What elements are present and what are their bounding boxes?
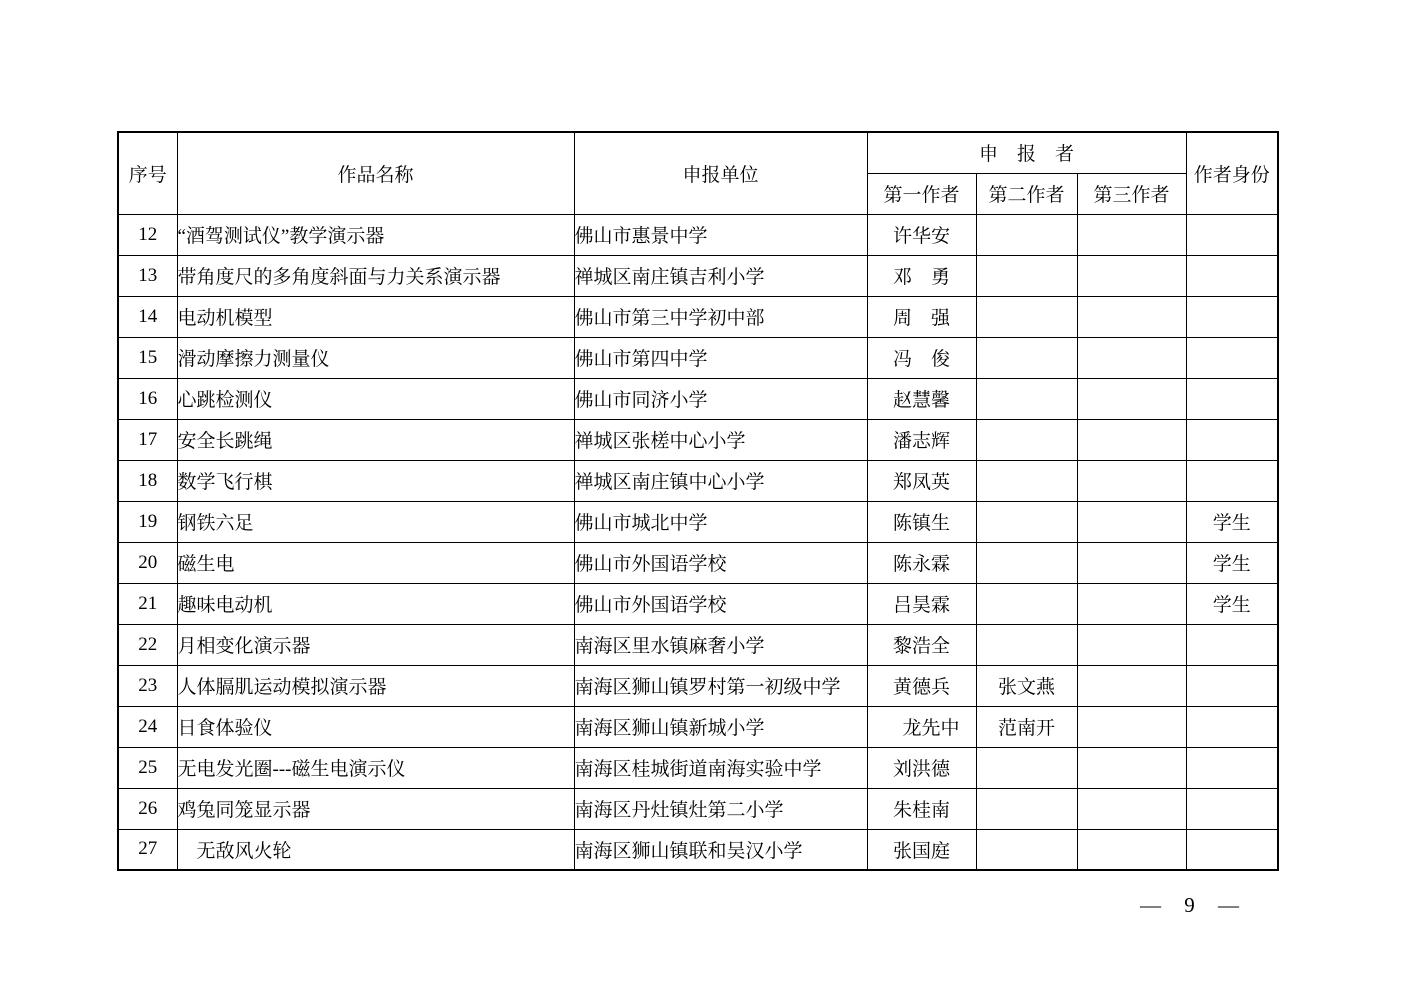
first-author: 潘志辉 xyxy=(867,419,976,460)
unit-name: 佛山市第三中学初中部 xyxy=(574,296,867,337)
first-author: 郑凤英 xyxy=(867,460,976,501)
table-row xyxy=(118,460,1278,501)
first-author: 陈永霖 xyxy=(867,542,976,583)
unit-name: 南海区桂城街道南海实验中学 xyxy=(574,747,867,788)
author-identity: 学生 xyxy=(1186,542,1278,583)
third-author xyxy=(1077,296,1186,337)
third-author xyxy=(1077,255,1186,296)
row-index: 12 xyxy=(118,214,177,255)
row-index: 18 xyxy=(118,460,177,501)
unit-name: 佛山市第四中学 xyxy=(574,337,867,378)
first-author: 周 强 xyxy=(867,296,976,337)
second-author xyxy=(976,747,1077,788)
author-identity xyxy=(1186,419,1278,460)
first-author: 张国庭 xyxy=(867,829,976,870)
row-index: 25 xyxy=(118,747,177,788)
unit-name: 南海区狮山镇罗村第一初级中学 xyxy=(574,665,867,706)
unit-name: 南海区里水镇麻奢小学 xyxy=(574,624,867,665)
second-author xyxy=(976,501,1077,542)
third-author xyxy=(1077,542,1186,583)
header-work-name: 作品名称 xyxy=(177,132,574,214)
second-author xyxy=(976,788,1077,829)
first-author: 邓 勇 xyxy=(867,255,976,296)
second-author xyxy=(976,337,1077,378)
unit-name: 禅城区南庄镇中心小学 xyxy=(574,460,867,501)
first-author: 吕昊霖 xyxy=(867,583,976,624)
second-author xyxy=(976,829,1077,870)
author-identity xyxy=(1186,624,1278,665)
row-index: 15 xyxy=(118,337,177,378)
author-identity xyxy=(1186,706,1278,747)
page-number: — 9 — xyxy=(1140,893,1248,917)
work-name: 无电发光圈---磁生电演示仪 xyxy=(177,747,574,788)
third-author xyxy=(1077,501,1186,542)
first-author: 黎浩全 xyxy=(867,624,976,665)
author-identity xyxy=(1186,255,1278,296)
author-identity xyxy=(1186,829,1278,870)
table-row xyxy=(118,255,1278,296)
first-author: 黄德兵 xyxy=(867,665,976,706)
row-index: 19 xyxy=(118,501,177,542)
first-author: 许华安 xyxy=(867,214,976,255)
header-second-author: 第二作者 xyxy=(976,173,1077,214)
second-author xyxy=(976,624,1077,665)
table-row xyxy=(118,296,1278,337)
unit-name: 佛山市惠景中学 xyxy=(574,214,867,255)
second-author xyxy=(976,583,1077,624)
author-identity xyxy=(1186,460,1278,501)
header-first-author: 第一作者 xyxy=(867,173,976,214)
header-applicants: 申 报 者 xyxy=(867,132,1186,173)
unit-name: 佛山市同济小学 xyxy=(574,378,867,419)
first-author: 冯 俊 xyxy=(867,337,976,378)
third-author xyxy=(1077,214,1186,255)
work-name: 安全长跳绳 xyxy=(177,419,574,460)
first-author: 赵慧馨 xyxy=(867,378,976,419)
first-author: 龙先中 xyxy=(867,706,976,747)
author-identity xyxy=(1186,296,1278,337)
second-author xyxy=(976,542,1077,583)
unit-name: 佛山市外国语学校 xyxy=(574,583,867,624)
work-name: 心跳检测仪 xyxy=(177,378,574,419)
author-identity xyxy=(1186,788,1278,829)
work-name: “酒驾测试仪”教学演示器 xyxy=(177,214,574,255)
table-row xyxy=(118,214,1278,255)
second-author xyxy=(976,378,1077,419)
second-author xyxy=(976,255,1077,296)
table-row xyxy=(118,665,1278,706)
work-name: 带角度尺的多角度斜面与力关系演示器 xyxy=(177,255,574,296)
first-author: 陈镇生 xyxy=(867,501,976,542)
second-author: 范南开 xyxy=(976,706,1077,747)
work-name: 钢铁六足 xyxy=(177,501,574,542)
author-identity: 学生 xyxy=(1186,583,1278,624)
row-index: 22 xyxy=(118,624,177,665)
author-identity xyxy=(1186,214,1278,255)
third-author xyxy=(1077,378,1186,419)
row-index: 16 xyxy=(118,378,177,419)
work-name: 趣味电动机 xyxy=(177,583,574,624)
table-row xyxy=(118,747,1278,788)
second-author xyxy=(976,460,1077,501)
work-name: 数学飞行棋 xyxy=(177,460,574,501)
second-author: 张文燕 xyxy=(976,665,1077,706)
table-row xyxy=(118,419,1278,460)
author-identity: 学生 xyxy=(1186,501,1278,542)
work-name: 月相变化演示器 xyxy=(177,624,574,665)
row-index: 13 xyxy=(118,255,177,296)
unit-name: 佛山市外国语学校 xyxy=(574,542,867,583)
author-identity xyxy=(1186,747,1278,788)
work-name: 磁生电 xyxy=(177,542,574,583)
work-name: 鸡兔同笼显示器 xyxy=(177,788,574,829)
table-row xyxy=(118,542,1278,583)
unit-name: 南海区狮山镇联和吴汉小学 xyxy=(574,829,867,870)
row-index: 20 xyxy=(118,542,177,583)
work-name: 人体膈肌运动模拟演示器 xyxy=(177,665,574,706)
table-row xyxy=(118,706,1278,747)
second-author xyxy=(976,214,1077,255)
header-third-author: 第三作者 xyxy=(1077,173,1186,214)
work-name: 电动机模型 xyxy=(177,296,574,337)
row-index: 27 xyxy=(118,829,177,870)
table-row xyxy=(118,788,1278,829)
row-index: 17 xyxy=(118,419,177,460)
row-index: 21 xyxy=(118,583,177,624)
work-name: 滑动摩擦力测量仪 xyxy=(177,337,574,378)
third-author xyxy=(1077,583,1186,624)
third-author xyxy=(1077,788,1186,829)
table-row xyxy=(118,501,1278,542)
author-identity xyxy=(1186,665,1278,706)
table-row xyxy=(118,337,1278,378)
unit-name: 南海区狮山镇新城小学 xyxy=(574,706,867,747)
third-author xyxy=(1077,747,1186,788)
table-body xyxy=(118,214,1278,870)
second-author xyxy=(976,296,1077,337)
third-author xyxy=(1077,460,1186,501)
table-row xyxy=(118,378,1278,419)
row-index: 23 xyxy=(118,665,177,706)
work-name: 日食体验仪 xyxy=(177,706,574,747)
third-author xyxy=(1077,419,1186,460)
header-author-identity: 作者身份 xyxy=(1186,132,1278,214)
row-index: 14 xyxy=(118,296,177,337)
table-header xyxy=(118,132,1278,214)
third-author xyxy=(1077,624,1186,665)
row-index: 24 xyxy=(118,706,177,747)
first-author: 朱桂南 xyxy=(867,788,976,829)
unit-name: 南海区丹灶镇灶第二小学 xyxy=(574,788,867,829)
table-row xyxy=(118,583,1278,624)
unit-name: 佛山市城北中学 xyxy=(574,501,867,542)
work-name: 无敌风火轮 xyxy=(177,829,574,870)
second-author xyxy=(976,419,1077,460)
first-author: 刘洪德 xyxy=(867,747,976,788)
row-index: 26 xyxy=(118,788,177,829)
third-author xyxy=(1077,706,1186,747)
third-author xyxy=(1077,829,1186,870)
third-author xyxy=(1077,337,1186,378)
table-row xyxy=(118,829,1278,870)
author-identity xyxy=(1186,337,1278,378)
unit-name: 禅城区张槎中心小学 xyxy=(574,419,867,460)
works-table xyxy=(117,131,1279,871)
third-author xyxy=(1077,665,1186,706)
unit-name: 禅城区南庄镇吉利小学 xyxy=(574,255,867,296)
header-unit: 申报单位 xyxy=(574,132,867,214)
table-row xyxy=(118,624,1278,665)
author-identity xyxy=(1186,378,1278,419)
header-index: 序号 xyxy=(118,132,177,214)
